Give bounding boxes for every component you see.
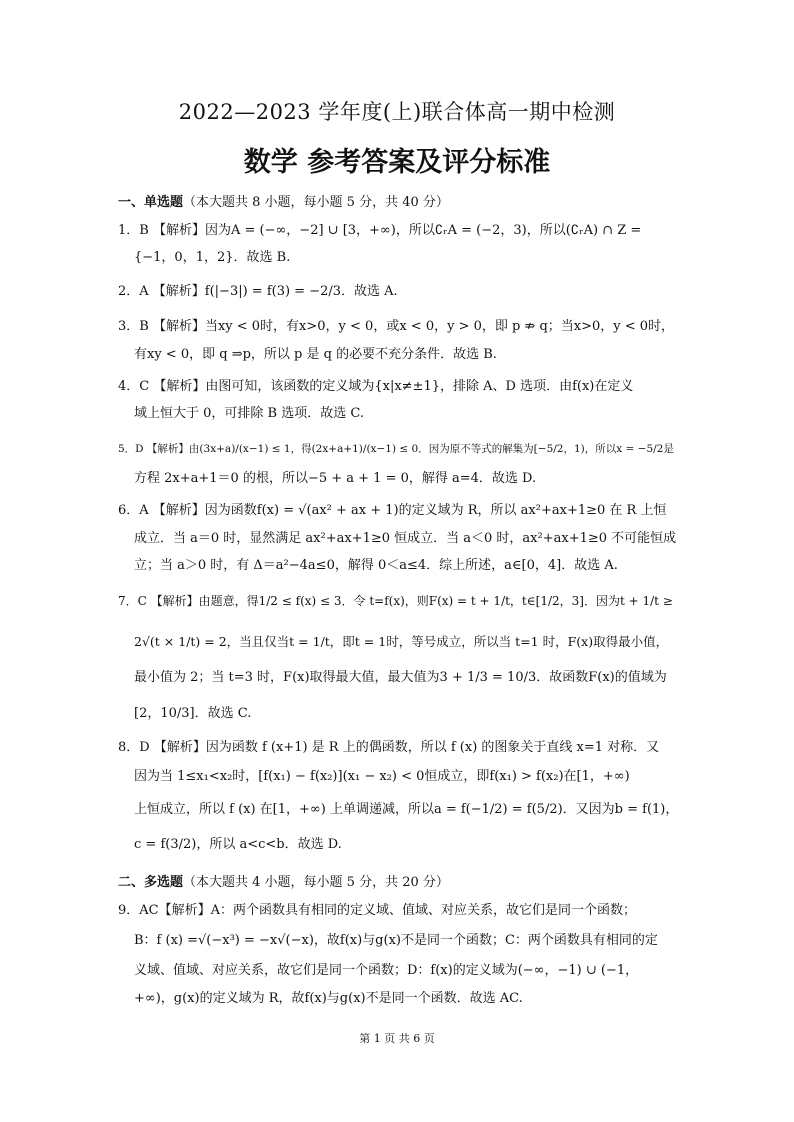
- q7-line-3: 最小值为 2；当 t=3 时，F(x)取得最大值，最大值为3 + 1/3 = 10/3．故函数F(x)的值域为: [134, 670, 667, 685]
- q4-line-1: 4．C 【解析】由图可知，该函数的定义域为{x|x≠±1}，排除 A、D 选项．由f(x)在定义: [118, 379, 634, 394]
- q8-line-1: 8．D 【解析】因为函数 f (x+1) 是 R 上的偶函数，所以 f (x) 的图象关于直线 x=1 对称．又: [118, 740, 660, 755]
- q2-line-1: 2．A 【解析】f(|−3|) = f(3) = −2/3．故选 A.: [118, 284, 398, 299]
- q3-line-2: 有xy < 0，即 q ⇒p，所以 p 是 q 的必要不充分条件．故选 B.: [134, 347, 497, 362]
- section-heading-multi-choice: [118, 871, 449, 890]
- q7-line-1: 7．C 【解析】由题意，得1/2 ≤ f(x) ≤ 3．令 t=f(x)，则F(x) = t + 1/t，t∈[1/2，3]．因为t + 1/t ≥: [118, 594, 673, 608]
- page-subtitle: 数学 参考答案及评分标准: [243, 147, 551, 178]
- q3-line-1: 3．B 【解析】当xy < 0时，有x>0，y < 0，或x < 0，y > 0，即 p ⇏ q；当x>0，y < 0时，: [118, 319, 675, 334]
- q5-line-1: 5．D 【解析】由(3x+a)/(x−1) ≤ 1，得(2x+a+1)/(x−1) ≤ 0．因为原不等式的解集为[−5/2，1)，所以x = −5/2是: [118, 443, 674, 455]
- section-heading-text: 二、多选题: [118, 875, 184, 890]
- section-note: （本大题共 8 小题，每小题 5 分，共 40 分）: [183, 195, 449, 210]
- q9-line-2: B：f (x) =√(−x³) = −x√(−x)，故f(x)与g(x)不是同一个函数；C：两个函数具有相同的定: [134, 933, 658, 948]
- page-number: 第 1 页 共 6 页: [359, 1032, 435, 1045]
- q5-line-2: 方程 2x+a+1＝0 的根，所以−5 + a + 1 = 0，解得 a=4．故选 D.: [134, 471, 537, 486]
- q6-line-3: 立；当 a＞0 时，有 Δ＝a²−4a≤0，解得 0＜a≤4．综上所述，a∈[0，4]．故选 A.: [134, 558, 618, 573]
- q6-line-2: 成立．当 a＝0 时，显然满足 ax²+ax+1≥0 恒成立．当 a＜0 时，ax²+ax+1≥0 不可能恒成: [134, 531, 677, 546]
- q8-line-3: 上恒成立，所以 f (x) 在[1，+∞) 上单调递减，所以a = f(−1/2) = f(5/2)．又因为b = f(1)，: [134, 802, 679, 817]
- q1-line-1: 1．B 【解析】因为A = (−∞，−2] ∪ [3，+∞)，所以∁ᵣA = (−2，3)，所以(∁ᵣA) ∩ Z =: [118, 223, 642, 238]
- q4-line-2: 域上恒大于 0，可排除 B 选项．故选 C.: [134, 406, 364, 421]
- q7-line-2: 2√(t × 1/t) = 2，当且仅当t = 1/t，即t = 1时，等号成立，所以当 t=1 时，F(x)取得最小值，: [134, 634, 669, 649]
- q8-line-4: c = f(3/2)，所以 a<c<b．故选 D.: [134, 837, 342, 852]
- q9-line-1: 9．AC【解析】A：两个函数具有相同的定义域、值域、对应关系，故它们是同一个函数；: [118, 903, 636, 918]
- q9-line-4: +∞)，g(x)的定义域为 R，故f(x)与g(x)不是同一个函数．故选 AC.: [134, 991, 523, 1006]
- q9-line-3: 义域、值域、对应关系，故它们是同一个函数；D：f(x)的定义域为(−∞，−1) ∪ (−1，: [134, 963, 639, 978]
- section-heading-text: 一、单选题: [118, 195, 184, 210]
- q8-line-2: 因为当 1≤x₁<x₂时，[f(x₁) − f(x₂)](x₁ − x₂) < 0恒成立，即f(x₁) > f(x₂)在[1，+∞): [134, 769, 630, 784]
- q1-line-2: {−1，0，1，2}．故选 B.: [134, 250, 291, 265]
- q7-line-4: [2，10/3]．故选 C.: [134, 706, 252, 721]
- page-title: 2022—2023 学年度(上)联合体高一期中检测: [178, 100, 616, 124]
- section-note: （本大题共 4 小题，每小题 5 分，共 20 分）: [183, 875, 449, 890]
- q6-line-1: 6．A 【解析】因为函数f(x) = √(ax² + ax + 1)的定义域为 R，所以 ax²+ax+1≥0 在 R 上恒: [118, 503, 667, 518]
- section-heading-single-choice: [118, 191, 449, 210]
